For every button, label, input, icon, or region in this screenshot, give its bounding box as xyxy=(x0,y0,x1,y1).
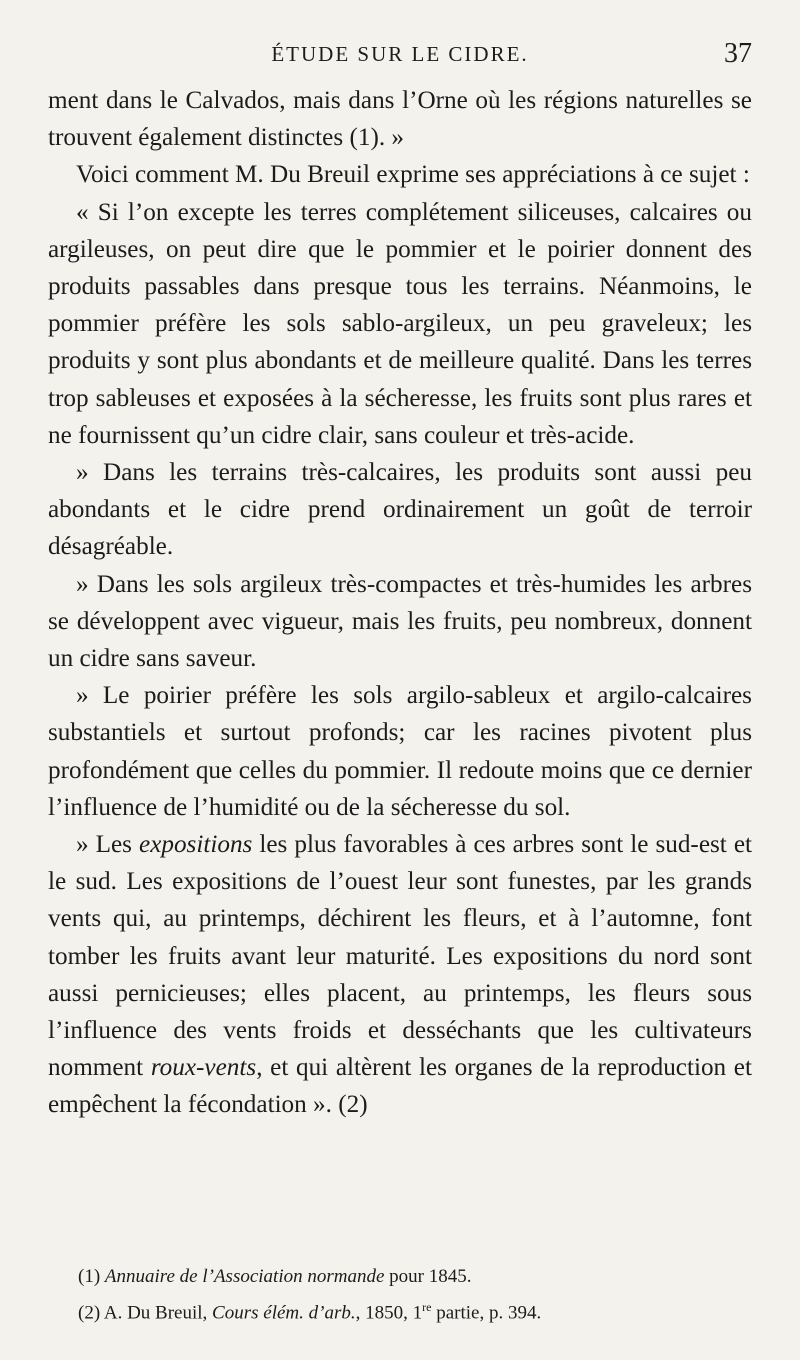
expositions-tail: , et qui altèrent les organes de la reproduction et empêchent la fécondation ». (2) xyxy=(48,1054,752,1119)
expositions-lead: » Les xyxy=(76,831,140,859)
footnote-2-mark: (2) A. Du Breuil, xyxy=(78,1302,213,1324)
paragraph-6: » Le poirier préfère les sols argilo-sableux et argilo-calcaires substantiels et surtout profonds; car les racines pivotent plus profondément que celles du pommier. Il redoute moins que ce dernier l’influence de l’humidité ou de la sécheresse du sol. xyxy=(48,682,752,821)
footnote-2-sup: re xyxy=(422,1300,432,1314)
footnote-2-rest: partie, p. 394. xyxy=(431,1302,542,1324)
footnote-1 xyxy=(78,1262,758,1292)
page-header xyxy=(48,38,752,72)
paragraph-expositions xyxy=(48,826,752,1124)
paragraph-5: » Dans les sols argileux très-compactes et très-humides les arbres se développent avec vigueur, mais les fruits, peu nombreux, donnent un cidre sans saveur. xyxy=(48,570,752,673)
paragraph-2: Voici comment M. Du Breuil exprime ses appréciations à ce sujet : xyxy=(76,161,750,189)
footnote-2 xyxy=(78,1292,758,1328)
roux-vents-italic: roux-vents xyxy=(150,1054,257,1082)
footnotes xyxy=(78,1262,758,1328)
body-text xyxy=(48,82,752,1124)
footnote-2-title: Cours élém. d’arb. xyxy=(212,1302,356,1324)
footnote-1-title: Annuaire de l’Association normande xyxy=(104,1266,385,1287)
paragraph-3: « Si l’on excepte les terres complétement siliceuses, calcaires ou argileuses, on peut dire que le pommier et le poirier donnent des produits passables dans presque tous les terrains. Néanmoins, le pommier préfère les sols sablo-argileux, un peu graveleux; les produits y sont plus abondants et de meilleure qualité. Dans les terres trop sableuses et exposées à la sécheresse, les fruits sont plus rares et ne fournissent qu’un cidre clair, sans couleur et très-acide. xyxy=(48,198,752,449)
running-title: ÉTUDE SUR LE CIDRE. xyxy=(271,42,529,66)
page-number: 37 xyxy=(724,38,752,69)
expositions-italic: expositions xyxy=(139,831,253,859)
expositions-middle: les plus favorables à ces arbres sont le sud-est et le sud. Les expositions de l’ouest leur sont funestes, par les grands vents qui, au printemps, déchirent les fleurs, et à l’automne, font tomber les fruits avant leur maturité. Les expositions du nord sont aussi pernicieuses; elles placent, au printemps, les fleurs sous l’influence des vents froids et desséchants que les cultivateurs nomment xyxy=(48,831,752,1082)
footnote-1-mark: (1) xyxy=(78,1266,105,1287)
paragraph-1: ment dans le Calvados, mais dans l’Orne où les régions naturelles se trouvent également distinctes (1). » xyxy=(48,87,752,152)
paragraph-4: » Dans les terrains très-calcaires, les produits sont aussi peu abondants et le cidre prend ordinairement un goût de terroir désagréable. xyxy=(48,459,752,561)
footnote-1-rest: pour 1845. xyxy=(384,1266,472,1287)
footnote-2-mid: , 1850, 1 xyxy=(355,1302,423,1324)
